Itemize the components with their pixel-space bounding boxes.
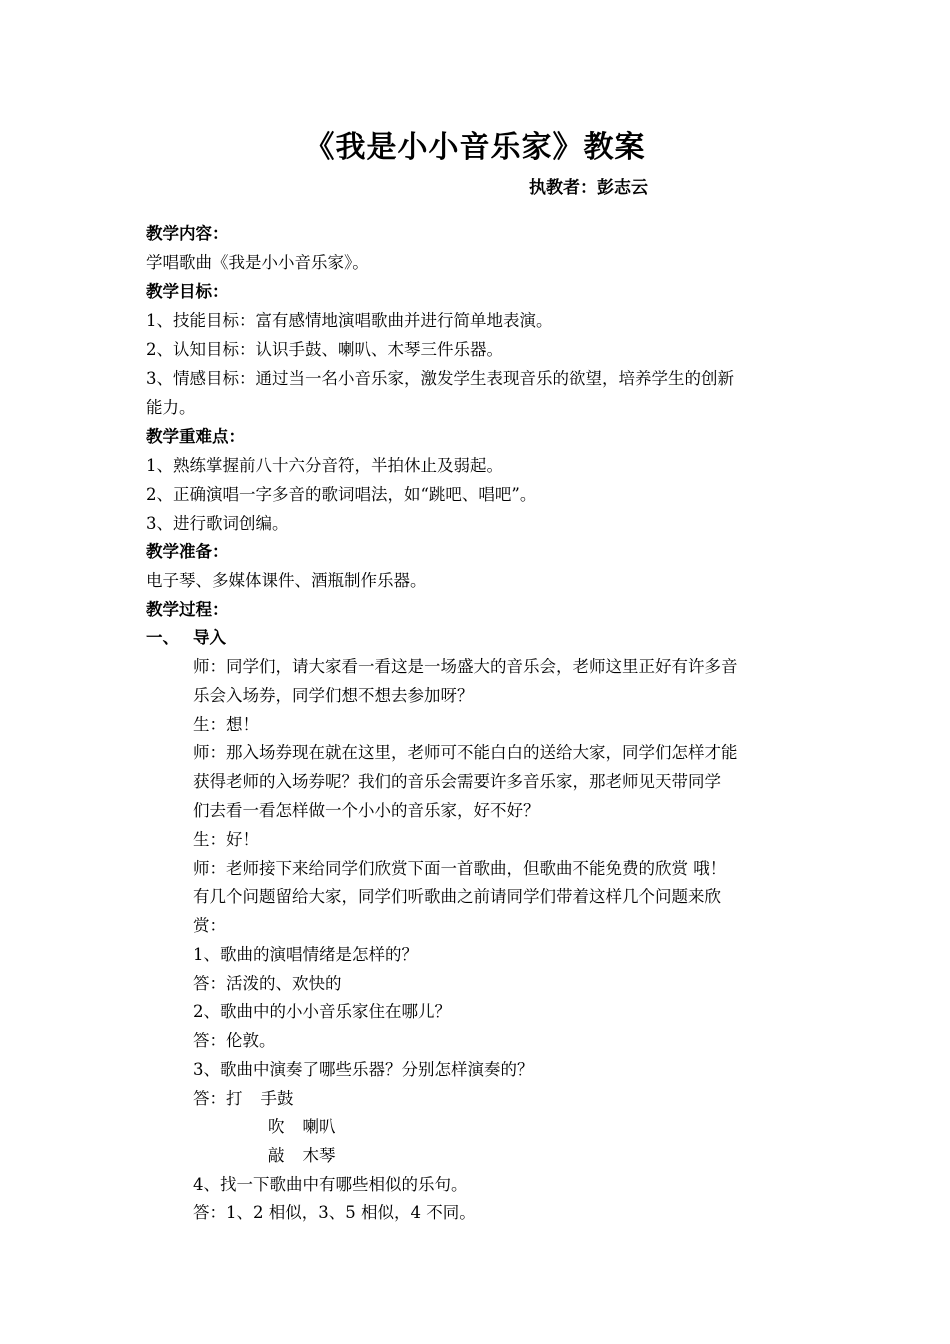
goal-item-1: 1、技能目标：富有感情地演唱歌曲并进行简单地表演。: [146, 311, 553, 330]
answer-3-prefix: 答：: [193, 1089, 226, 1108]
content-text: 学唱歌曲《我是小小音乐家》。: [146, 253, 369, 272]
process-line: 2、歌曲中的小小音乐家住在哪儿？: [193, 1002, 451, 1021]
section-1-number: 一、: [146, 628, 179, 647]
content-heading: 教学内容：: [146, 224, 229, 243]
answer-verb: 敲: [268, 1146, 285, 1165]
process-line: 们去看一看怎样做一个小小的音乐家，好不好？: [193, 801, 540, 820]
process-line: 答：伦敦。: [193, 1031, 276, 1050]
document-title: 《我是小小音乐家》教案: [304, 130, 646, 165]
process-line: 有几个问题留给大家，同学们听歌曲之前请同学们带着这样几个问题来欣: [193, 887, 721, 906]
question-4: 4、找一下歌曲中有哪些相似的乐句。: [193, 1175, 468, 1194]
process-line: 赏：: [193, 916, 226, 935]
answer-3-line-3: [268, 1144, 336, 1168]
process-line: 3、歌曲中演奏了哪些乐器？分别怎样演奏的？: [193, 1060, 534, 1079]
answer-instrument: 喇叭: [302, 1117, 336, 1136]
process-line: 生：好！: [193, 830, 259, 849]
difficulty-item-2: 2、正确演唱一字多音的歌词唱法，如“跳吧、唱吧”。: [146, 485, 537, 504]
goal-item-3: 3、情感目标：通过当一名小音乐家，激发学生表现音乐的欲望，培养学生的创新: [146, 369, 734, 388]
preparation-heading: 教学准备：: [146, 542, 229, 561]
process-line: 获得老师的入场券呢？我们的音乐会需要许多音乐家，那老师见天带同学: [193, 772, 721, 791]
process-line: 师：同学们，请大家看一看这是一场盛大的音乐会，老师这里正好有许多音: [193, 657, 738, 676]
process-line: 师：老师接下来给同学们欣赏下面一首歌曲，但歌曲不能免费的欣赏 哦！: [193, 859, 727, 878]
difficulties-heading: 教学重难点：: [146, 427, 245, 446]
process-line: 乐会入场券，同学们想不想去参加呀？: [193, 686, 474, 705]
goal-item-3-cont: 能力。: [146, 398, 196, 417]
goal-item-2: 2、认知目标：认识手鼓、喇叭、木琴三件乐器。: [146, 340, 503, 359]
process-line: 师：那入场券现在就在这里，老师可不能白白的送给大家，同学们怎样才能: [193, 743, 738, 762]
process-line: 答：活泼的、欢快的: [193, 974, 342, 993]
author-line: 执教者：彭志云: [529, 178, 648, 198]
goals-heading: 教学目标：: [146, 282, 229, 301]
process-heading: 教学过程：: [146, 600, 229, 619]
answer-instrument: 木琴: [302, 1146, 336, 1165]
answer-3-line-2: [268, 1115, 336, 1139]
answer-3-line-1: [193, 1087, 294, 1111]
process-line: 1、歌曲的演唱情绪是怎样的？: [193, 945, 418, 964]
answer-verb: 打: [226, 1089, 243, 1108]
answer-instrument: 手鼓: [260, 1089, 294, 1108]
process-line: 生：想！: [193, 715, 259, 734]
difficulty-item-1: 1、熟练掌握前八十六分音符，半拍休止及弱起。: [146, 456, 503, 475]
preparation-text: 电子琴、多媒体课件、酒瓶制作乐器。: [146, 571, 427, 590]
answer-verb: 吹: [268, 1117, 285, 1136]
difficulty-item-3: 3、进行歌词创编。: [146, 514, 289, 533]
answer-4: 答：1、2 相似，3、5 相似，4 不同。: [193, 1203, 476, 1222]
section-1-title: 导入: [193, 628, 226, 647]
